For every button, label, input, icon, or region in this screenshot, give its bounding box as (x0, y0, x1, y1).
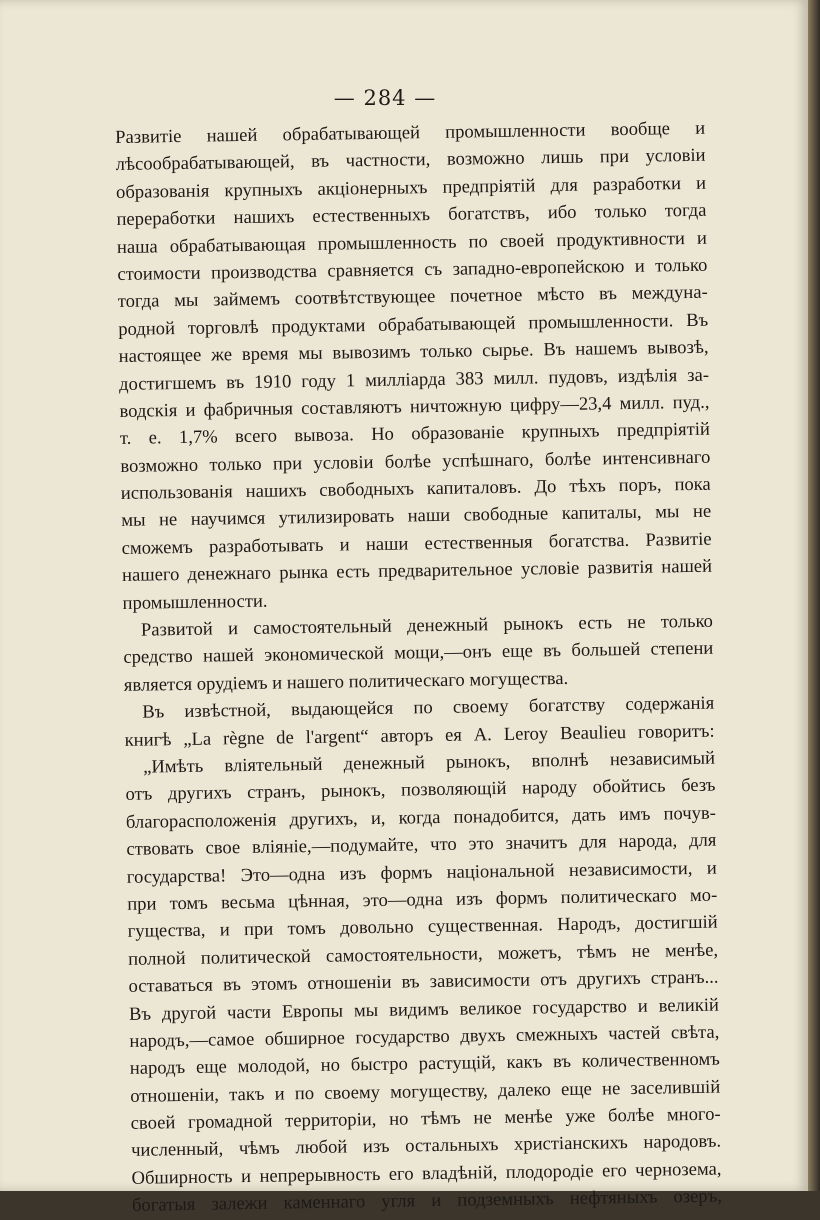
text-line: своей громадной территоріи, но тѣмъ не менѣе уже болѣе много- (130, 1103, 721, 1134)
text-line: достигшемъ въ 1910 году 1 милліарда 383 милл. пудовъ, издѣлія за- (118, 364, 710, 395)
text-line: Развитіе нашей обрабатывающей промышленности вообще и (115, 117, 706, 148)
text-line: численный, чѣмъ любой изъ остальныхъ христіанскихъ народовъ. (130, 1131, 722, 1162)
text-line: Въ другой части Европы мы видимъ великое государство и великій (128, 994, 720, 1025)
text-line: при томъ весьма цѣнная, это—одна изъ формъ политическаго мо- (127, 884, 718, 915)
book-spine-edge (808, 0, 820, 1191)
text-line: Обширность и непрерывность его владѣній, плодородіе его чернозема, (131, 1158, 722, 1189)
text-line: государства! Это—одна изъ формъ національной независимости, и (126, 857, 717, 888)
text-line: использованія нашихъ свободныхъ капиталовъ. До тѣхъ поръ, пока (120, 473, 711, 505)
text-line: сможемъ разработывать и наши естественныя богатства. Развитіе (121, 528, 712, 559)
text-line: книгѣ „La règne de l'argent“ авторъ ея A. Leroy Beaulieu говоритъ: (124, 720, 715, 751)
text-line: отъ другихъ странъ, рынокъ, позволяющій народу обойтись безъ (125, 775, 716, 806)
text-line: богатыя залежи каменнаго угля и подземныхъ нефтяныхъ озеръ, (131, 1185, 723, 1217)
text-line: благорасположенія другихъ, и, когда понадобится, дать имъ почув- (125, 802, 717, 833)
text-line: средство нашей экономической мощи,—онъ еще въ большей степени (123, 638, 714, 669)
text-line: ствовать свое вліяніе,—подумайте, что это значитъ для народа, для (126, 829, 717, 861)
text-line: родной торговлѣ продуктами обрабатывающей промышленности. Въ (118, 309, 709, 340)
page-number: — 284 — (333, 86, 437, 110)
text-line: народъ еще молодой, но быстро растущій, какъ въ количественномъ (129, 1048, 720, 1080)
text-line: полной политической самостоятельности, можетъ, тѣмъ не менѣе, (127, 939, 719, 970)
text-line: гущества, и при томъ довольно существенная. Народъ, достигшій (127, 911, 718, 943)
text-line: лѣсообрабатывающей, въ частности, возможно лишь при условіи (115, 145, 706, 176)
text-line: народъ,—самое обширное государство двухъ смежныхъ частей свѣта, (129, 1021, 720, 1052)
text-line: водскія и фабричныя составляютъ ничтожную цифру—23,4 милл. пуд., (119, 391, 710, 422)
text-line: оставаться въ этомъ отношеніи въ зависимости отъ другихъ странъ... (128, 966, 719, 998)
text-line: отношеніи, такъ и по своему могуществу, далеко еще не заселившій (130, 1076, 721, 1107)
text-line: „Имѣть вліятельный денежный рынокъ, вполнѣ независимый (142, 747, 716, 778)
text-line: т. е. 1,7% всего вывоза. Но образованіе крупныхъ предпріятій (119, 418, 711, 450)
body-text (115, 115, 722, 1220)
text-line: стоимости производства сравняется съ западно-европейскою и только (117, 254, 708, 285)
text-line: промышленности. (122, 590, 268, 614)
text-line: является орудіемъ и нашего политическаго могущества. (123, 667, 569, 696)
text-line: Развитой и самостоятельный денежный рынокъ есть не только (140, 610, 714, 641)
text-line: настоящее же время мы вывозимъ только сырье. Въ нашемъ вывозѣ, (118, 336, 709, 368)
text-line: наша обрабатывающая промышленность по своей продуктивности и (116, 227, 708, 258)
text-line: Въ извѣстной, выдающейся по своему богатству содержанія (142, 692, 715, 723)
text-line: переработки нашихъ естественныхъ богатствъ, ибо только тогда (116, 199, 707, 231)
text-line: тогда мы займемъ соотвѣтствующее почетное мѣсто въ междуна- (117, 282, 708, 313)
text-line: образованія крупныхъ акціонерныхъ предпріятій для разработки и (115, 172, 707, 203)
text-line: нашего денежнаго рынка есть предварительное условіе развитія нашей (121, 555, 713, 587)
text-line: возможно только при условіи болѣе успѣшнаго, болѣе интенсивнаго (120, 446, 711, 477)
text-line: мы не научимся утилизировать наши свободные капиталы, мы не (121, 501, 712, 532)
